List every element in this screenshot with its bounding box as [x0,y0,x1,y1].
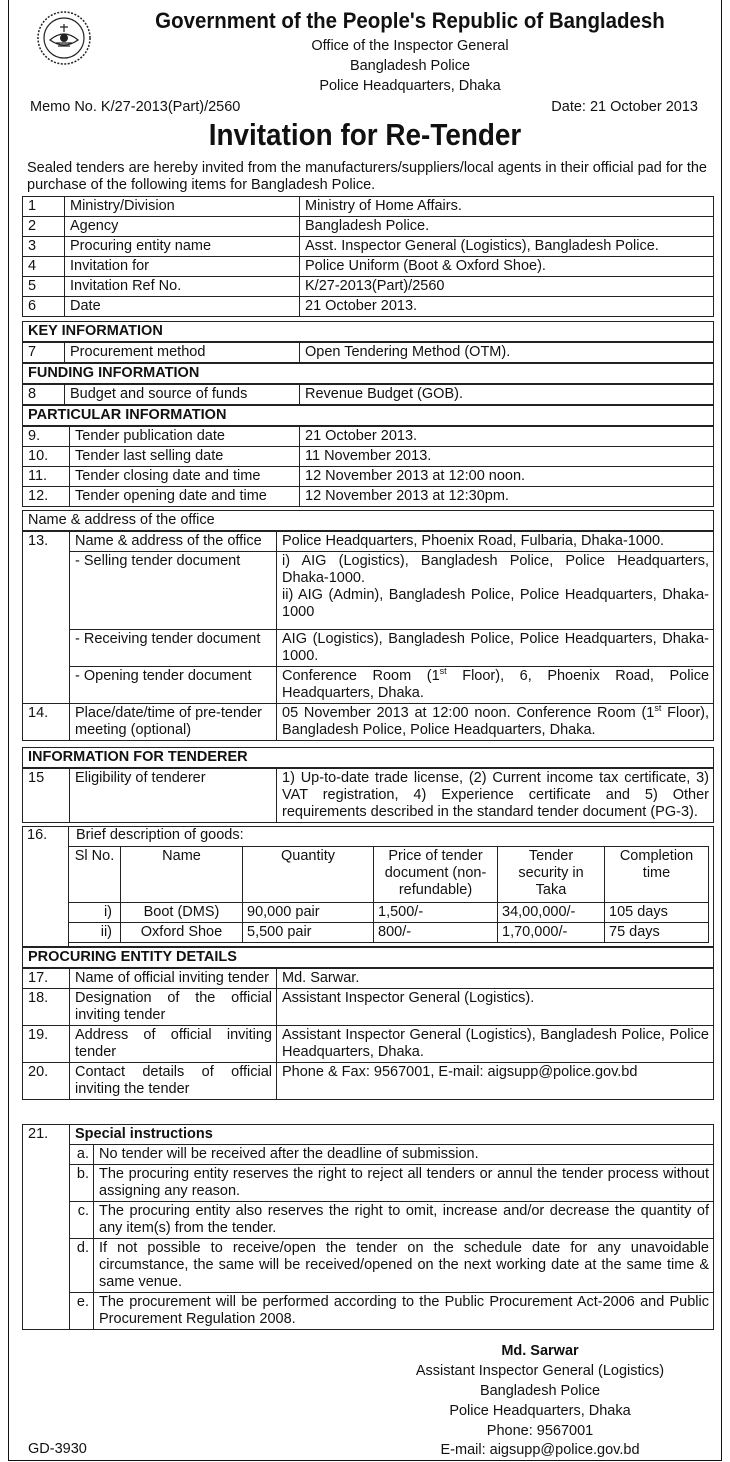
table-row [23,630,714,667]
headquarters-name: Police Headquarters, Dhaka [319,78,501,94]
table-row [23,217,714,237]
key-info-table [22,342,714,363]
row-label: Designation of the official inviting tender [70,989,277,1026]
row-label: Agency [65,217,300,237]
row-number: 1 [23,197,65,217]
row-label: - Receiving tender document [70,630,277,667]
table-row [23,447,714,467]
row-label: Name of official inviting tender [70,969,277,989]
superscript: st [654,703,662,714]
row-value: 11 November 2013. [300,447,714,467]
row-label: - Opening tender document [70,667,277,704]
row-number: 18. [23,989,70,1026]
text-fragment: Conference Room (1 [282,668,440,684]
eligibility-table [22,768,714,823]
column-header-price: Price of tender document (non-refundable) [374,847,498,903]
procuring-table [22,968,714,1100]
table-row [23,769,714,823]
row-label: Invitation Ref No. [65,277,300,297]
item-letter: e. [70,1293,94,1330]
row-value: 21 October 2013. [300,427,714,447]
section-heading-funding-information: FUNDING INFORMATION [22,363,714,384]
signatory-email: E-mail: aigsupp@police.gov.bd [440,1442,640,1458]
bangladesh-police-emblem [36,10,92,66]
row-label: Tender opening date and time [70,487,300,507]
row-value: 12 November 2013 at 12:30pm. [300,487,714,507]
row-label: Date [65,297,300,317]
row-number: 12. [23,487,70,507]
organization-name: Bangladesh Police [349,58,471,74]
instruction-item [23,1293,714,1330]
cell-time: 105 days [605,903,709,923]
table-row [23,667,714,704]
section-heading-particular-information: PARTICULAR INFORMATION [22,405,714,426]
cell-sl: i) [69,903,121,923]
row-number: 9. [23,427,70,447]
row-label: Tender last selling date [70,447,300,467]
column-header-security: Tender security in Taka [498,847,605,903]
cell-sl: ii) [69,923,121,943]
office-caption: Name & address of the office [22,510,714,531]
text-fragment: Floor), 6, Phoenix Road, Police Headquarters, Dhaka. [282,668,710,701]
table-row [23,277,714,297]
row-number: 10. [23,447,70,467]
row-value: 1) Up-to-date trade license, (2) Current income tax certificate, 3) VAT registration, 4) Experience certificate and 5) Other requirements described in the standard tender document (PG-3). [277,769,714,823]
cell-security: 1,70,000/- [498,923,605,943]
row-value: Phone & Fax: 9567001, E-mail: aigsupp@police.gov.bd [277,1063,714,1100]
column-header-completion: Completion time [605,847,709,903]
row-label: Tender closing date and time [70,467,300,487]
column-header-name: Name [121,847,243,903]
row-label: Ministry/Division [65,197,300,217]
special-instructions-table [22,1124,714,1330]
row-value: Police Headquarters, Phoenix Road, Fulbaria, Dhaka-1000. [277,532,714,552]
instruction-item [23,1202,714,1239]
item-text: No tender will be received after the deadline of submission. [94,1145,714,1165]
cell-name: Oxford Shoe [121,923,243,943]
cell-time: 75 days [605,923,709,943]
item-letter: c. [70,1202,94,1239]
row-label: Invitation for [65,257,300,277]
table-row [23,1063,714,1100]
signatory-phone: Phone: 9567001 [486,1423,594,1439]
basic-info-table [22,196,714,317]
office-table [22,531,714,741]
row-value [277,552,714,630]
table-row [23,704,714,741]
text-fragment: 05 November 2013 at 12:00 noon. Conference Room (1 [282,705,655,721]
row-value [277,667,714,704]
item-text: The procurement will be performed according to the Public Procurement Act-2006 and Public Procurement Regulation 2008. [94,1293,714,1330]
row-value: Revenue Budget (GOB). [300,385,714,405]
instruction-item [23,1165,714,1202]
table-row [23,197,714,217]
selling-office-2: ii) AIG (Admin), Bangladesh Police, Police Headquarters, Dhaka-1000 [282,587,709,620]
row-label: Contact details of official inviting the tender [70,1063,277,1100]
table-row [69,923,709,943]
section-heading-procuring-entity: PROCURING ENTITY DETAILS [22,947,714,968]
section-heading-tenderer-information: INFORMATION FOR TENDERER [22,747,714,768]
row-value [277,704,714,741]
row-label: - Selling tender document [70,552,277,630]
table-row [23,385,714,405]
row-number: 21. [23,1125,70,1330]
row-value: 21 October 2013. [300,297,714,317]
row-number: 2 [23,217,65,237]
cell-price: 1,500/- [374,903,498,923]
row-label: Tender publication date [70,427,300,447]
row-number: 5 [23,277,65,297]
goods-caption: Brief description of goods: [76,827,244,843]
table-row [23,989,714,1026]
row-label: Address of official inviting tender [70,1026,277,1063]
table-row [23,297,714,317]
row-number: 17. [23,969,70,989]
intro-paragraph: Sealed tenders are hereby invited from the manufacturers/suppliers/local agents in their official pad for the purchase of the following items for Bangladesh Police. [27,160,707,193]
goods-table [68,846,709,943]
row-label: Name & address of the office [70,532,277,552]
table-row [23,487,714,507]
row-number: 8 [23,385,65,405]
cell-security: 34,00,000/- [498,903,605,923]
section-heading-key-information: KEY INFORMATION [22,321,714,342]
row-number: 11. [23,467,70,487]
superscript: st [439,666,447,677]
row-number: 16. [22,826,69,947]
particular-info-table [22,426,714,507]
row-number: 3 [23,237,65,257]
special-instructions-heading: Special instructions [70,1125,714,1145]
table-row [23,1026,714,1063]
column-header-quantity: Quantity [243,847,374,903]
row-number: 19. [23,1026,70,1063]
row-value: AIG (Logistics), Bangladesh Police, Police Headquarters, Dhaka-1000. [277,630,714,667]
signatory-organization: Bangladesh Police [479,1383,601,1399]
government-title: Government of the People's Republic of Bangladesh [155,8,665,33]
table-row [23,532,714,552]
signatory-headquarters: Police Headquarters, Dhaka [449,1403,631,1419]
row-label: Procuring entity name [65,237,300,257]
column-header-sl: Sl No. [69,847,121,903]
cell-quantity: 5,500 pair [243,923,374,943]
row-value: 12 November 2013 at 12:00 noon. [300,467,714,487]
page-title: Invitation for Re-Tender [208,117,522,152]
item-text: The procuring entity also reserves the right to omit, increase and/or decrease the quantity of any item(s) from the tender. [94,1202,714,1239]
row-number: 14. [23,704,70,741]
advertisement-code: GD-3930 [28,1441,87,1457]
row-value: Bangladesh Police. [300,217,714,237]
row-number: 7 [23,343,65,363]
instruction-item [23,1239,714,1293]
office-name: Office of the Inspector General [311,38,509,54]
item-text: The procuring entity reserves the right to reject all tenders or annul the tender process without assigning any reason. [94,1165,714,1202]
item-text: If not possible to receive/open the tender on the schedule date for any unavoidable circumstance, the same will be received/opened on the next working date at the same time & same venue. [94,1239,714,1293]
row-number: 13. [23,532,70,704]
cell-name: Boot (DMS) [121,903,243,923]
cell-price: 800/- [374,923,498,943]
signatory-designation: Assistant Inspector General (Logistics) [415,1363,665,1379]
row-number: 6 [23,297,65,317]
cell-quantity: 90,000 pair [243,903,374,923]
item-letter: d. [70,1239,94,1293]
row-value: Assistant Inspector General (Logistics), Bangladesh Police, Police Headquarters, Dhaka. [277,1026,714,1063]
row-value: Md. Sarwar. [277,969,714,989]
table-row [23,552,714,630]
funding-table [22,384,714,405]
table-row [69,903,709,923]
row-label: Procurement method [65,343,300,363]
memo-number: Memo No. K/27-2013(Part)/2560 [30,99,241,115]
row-value: Asst. Inspector General (Logistics), Bangladesh Police. [300,237,714,257]
selling-office-1: i) AIG (Logistics), Bangladesh Police, Police Headquarters, Dhaka-1000. [282,553,709,586]
memo-date: Date: 21 October 2013 [551,99,698,115]
row-label: Place/date/time of pre-tender meeting (optional) [70,704,277,741]
row-number: 4 [23,257,65,277]
row-value: K/27-2013(Part)/2560 [300,277,714,297]
table-row [23,343,714,363]
item-letter: a. [70,1145,94,1165]
signatory-name: Md. Sarwar [501,1343,579,1359]
table-row [23,427,714,447]
table-row [23,467,714,487]
row-value: Assistant Inspector General (Logistics). [277,989,714,1026]
row-label: Budget and source of funds [65,385,300,405]
row-number: 20. [23,1063,70,1100]
table-row [23,237,714,257]
item-letter: b. [70,1165,94,1202]
row-value: Open Tendering Method (OTM). [300,343,714,363]
table-row [23,1125,714,1145]
row-number: 15 [23,769,70,823]
text-fragment: Floor), Bangladesh Police, Police Headquarters, Dhaka. [282,705,710,738]
instruction-item [23,1145,714,1165]
row-value: Police Uniform (Boot & Oxford Shoe). [300,257,714,277]
table-row [23,257,714,277]
goods-header-row [69,847,709,903]
row-value: Ministry of Home Affairs. [300,197,714,217]
table-row [23,969,714,989]
row-label: Eligibility of tenderer [70,769,277,823]
